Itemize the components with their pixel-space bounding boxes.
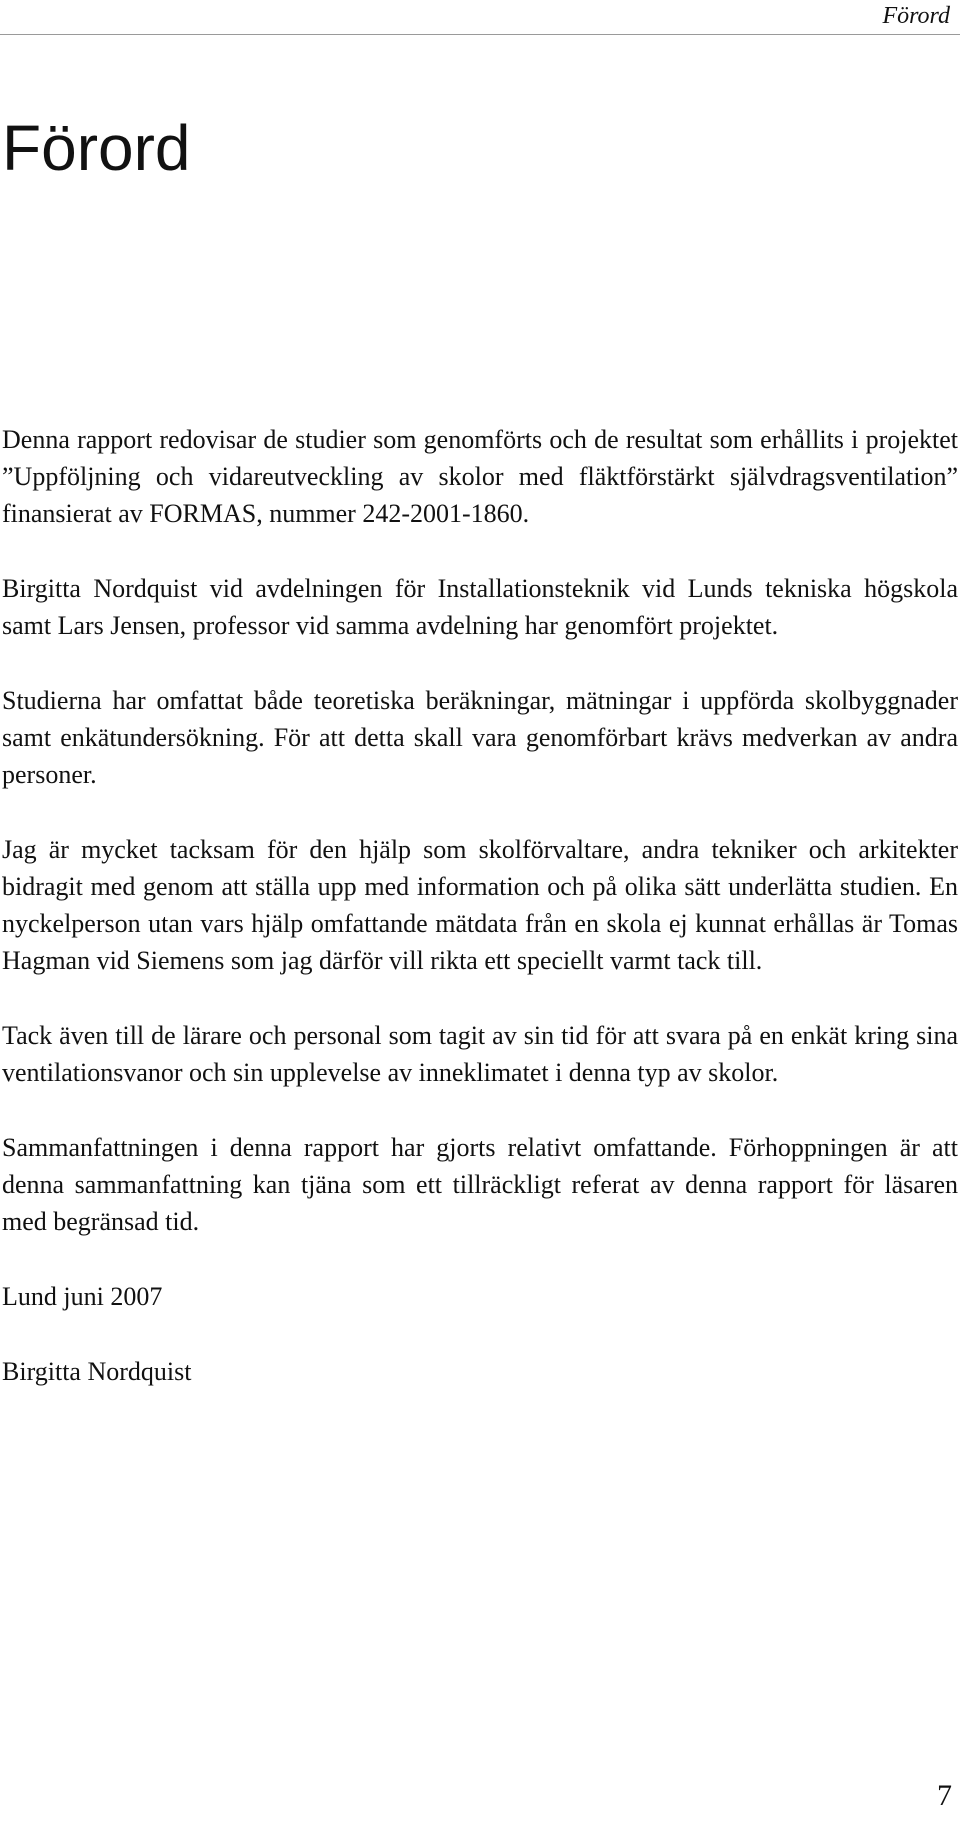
paragraph-summary-note: Sammanfattningen i denna rapport har gjorts relativt omfattande. Förhoppningen är att denna sammanfattning kan tjäna som ett tillräckligt referat av denna rapport för läsaren med begränsad tid.: [2, 1133, 958, 1236]
body-text: [2, 421, 958, 1428]
chapter-title: Förord: [2, 112, 191, 184]
signature-name: Birgitta Nordquist: [2, 1357, 192, 1386]
paragraph-authors: Birgitta Nordquist vid avdelningen för Installationsteknik vid Lunds tekniska högskola samt Lars Jensen, professor vid samma avdelning har genomfört projektet.: [2, 574, 958, 640]
paragraph-study-scope: Studierna har omfattat både teoretiska beräkningar, mätningar i uppförda skolbyggnader samt enkätundersökning. För att detta skall vara genomförbart krävs medverkan av andra personer.: [2, 686, 958, 789]
paragraph-project-intro: Denna rapport redovisar de studier som genomförts och de resultat som erhållits i projektet ”Uppföljning och vidareutveckling av skolor med fläktförstärkt självdragsventilation” finansierat av FORMAS, nummer 242-2001-1860.: [2, 425, 958, 528]
signature-place-date: Lund juni 2007: [2, 1282, 163, 1311]
page-number: 7: [937, 1779, 952, 1812]
running-header-title: Förord: [882, 3, 950, 29]
running-header: [0, 0, 960, 35]
paragraph-acknowledgement: Jag är mycket tacksam för den hjälp som skolförvaltare, andra tekniker och arkitekter bidragit med genom att ställa upp med information och på olika sätt underlätta studien. En nyckelperson utan vars hjälp omfattande mätdata från en skola ej kunnat erhållas är Tomas Hagman vid Siemens som jag därför vill rikta ett speciellt varmt tack till.: [2, 835, 958, 975]
paragraph-thanks-staff: Tack även till de lärare och personal som tagit av sin tid för att svara på en enkät kring sina ventilationsvanor och sin upplevelse av inneklimatet i denna typ av skolor.: [2, 1021, 958, 1087]
